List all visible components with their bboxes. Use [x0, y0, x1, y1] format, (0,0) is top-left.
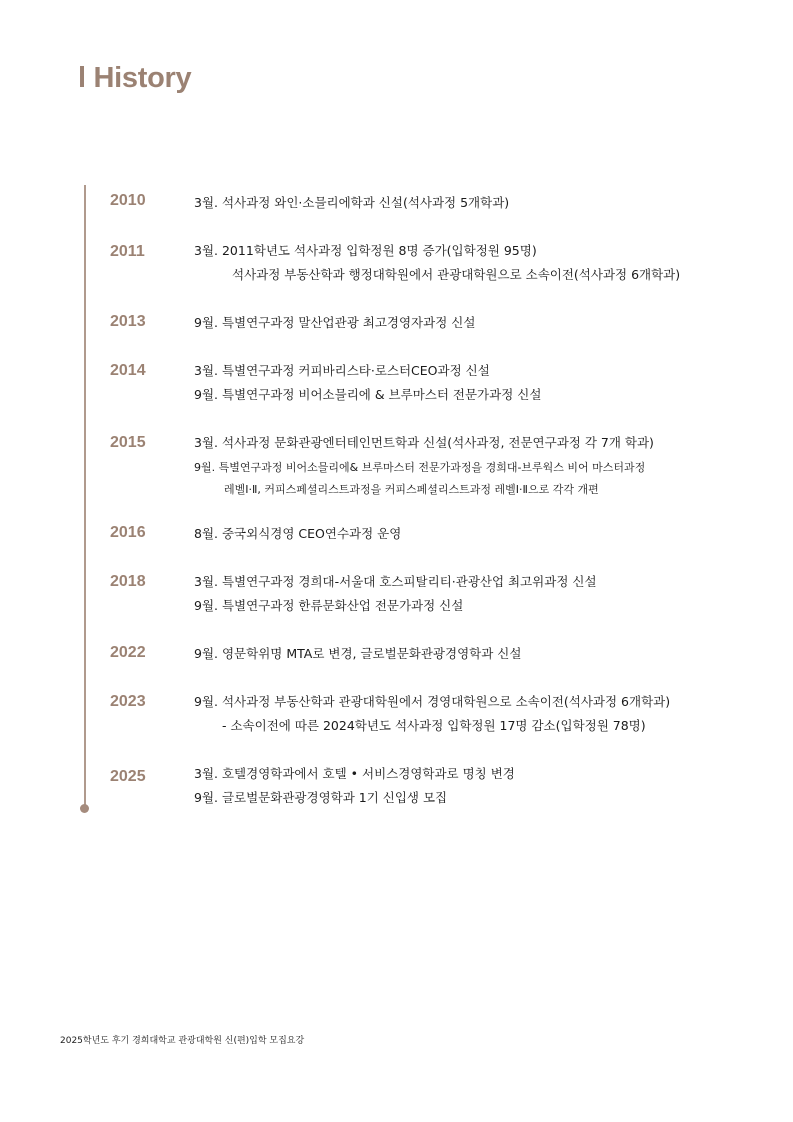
year-2018: 2018 [110, 573, 146, 590]
timeline-end-dot [80, 804, 89, 813]
history-entry: 9월. 특별연구과정 비어소믈리에& 브루마스터 전문가과정을 경희대-브루웍스 비어 마스터과정 [194, 461, 646, 474]
history-entry: 3월. 호텔경영학과에서 호텔 • 서비스경영학과로 명칭 변경 [194, 766, 515, 781]
page-footer: 2025학년도 후기 경희대학교 관광대학원 신(편)입학 모집요강 [60, 1036, 305, 1046]
history-entry: 9월. 특별연구과정 말산업관광 최고경영자과정 신설 [194, 315, 476, 330]
year-2014: 2014 [110, 362, 146, 379]
history-entry: 3월. 석사과정 와인·소믈리에학과 신설(석사과정 5개학과) [194, 195, 510, 210]
year-2015: 2015 [110, 434, 146, 451]
page-title: l History [78, 62, 192, 94]
history-entry: 8월. 중국외식경영 CEO연수과정 운영 [194, 526, 402, 541]
history-entry: 레벨Ⅰ·Ⅱ, 커피스페셜리스트과정을 커피스페셜리스트과정 레벨Ⅰ·Ⅱ으로 각각 개편 [224, 483, 599, 496]
year-2011: 2011 [110, 243, 145, 260]
history-entry: 3월. 2011학년도 석사과정 입학정원 8명 증가(입학정원 95명) [194, 243, 537, 258]
year-2023: 2023 [110, 693, 146, 710]
year-2022: 2022 [110, 644, 146, 661]
timeline-line [84, 185, 86, 807]
year-2013: 2013 [110, 313, 146, 330]
history-entry: 9월. 석사과정 부동산학과 관광대학원에서 경영대학원으로 소속이전(석사과정 6개학과) [194, 694, 671, 709]
history-entry: 3월. 특별연구과정 커피바리스타·로스터CEO과정 신설 [194, 363, 490, 378]
history-entry: 9월. 특별연구과정 한류문화산업 전문가과정 신설 [194, 598, 464, 613]
history-entry: - 소속이전에 따른 2024학년도 석사과정 입학정원 17명 감소(입학정원 78명) [222, 718, 646, 733]
history-entry: 9월. 영문학위명 MTA로 변경, 글로벌문화관광경영학과 신설 [194, 646, 522, 661]
history-entry: 3월. 석사과정 문화관광엔터테인먼트학과 신설(석사과정, 전문연구과정 각 7개 학과) [194, 435, 654, 450]
history-entry: 9월. 특별연구과정 비어소믈리에 & 브루마스터 전문가과정 신설 [194, 387, 542, 402]
year-2010: 2010 [110, 192, 146, 209]
history-entry: 석사과정 부동산학과 행정대학원에서 관광대학원으로 소속이전(석사과정 6개학과) [232, 267, 681, 282]
year-2025: 2025 [110, 768, 146, 785]
year-2016: 2016 [110, 524, 146, 541]
history-entry: 9월. 글로벌문화관광경영학과 1기 신입생 모집 [194, 790, 448, 805]
history-entry: 3월. 특별연구과정 경희대-서울대 호스피탈리티·관광산업 최고위과정 신설 [194, 574, 597, 589]
